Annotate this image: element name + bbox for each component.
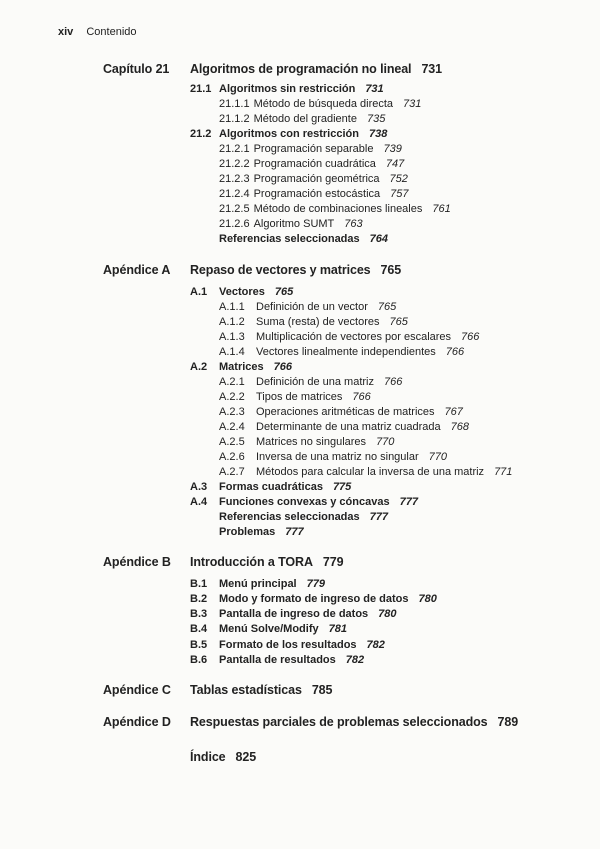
entry-page: 731 [365,83,384,95]
toc-entry[interactable] [190,465,573,480]
chapter-title [190,681,332,699]
entry-title: Multiplicación de vectores por escalares [256,330,452,343]
entry-title: Matrices no singulares [256,435,367,448]
toc-entry[interactable] [190,510,573,525]
entry-title: Referencias seleccionadas [219,511,360,524]
entry-number: B.3 [190,608,208,621]
chapter-page: 731 [421,62,442,76]
chapter-label: Apéndice B [103,555,171,570]
toc-entry[interactable] [190,315,573,330]
entry-number: A.2.4 [219,420,245,433]
chapter-title [190,60,442,78]
entry-page: 766 [352,390,371,403]
entry-number: A.2 [190,360,208,373]
entry-page: 757 [390,188,409,201]
table-of-contents [103,60,573,766]
entry-number: 21.2 [190,128,212,141]
entry-title: Operaciones aritméticas de matrices [256,405,435,418]
running-header [58,26,137,38]
entry-title: Vectores linealmente independientes [256,345,436,358]
entry-page: 764 [369,233,388,246]
entry-number: 21.2.5 [219,203,250,216]
toc-entry[interactable] [190,285,573,300]
entry-number: 21.1.1 [219,98,250,111]
entry-page: 765 [274,285,294,298]
toc-entry[interactable] [190,97,573,112]
toc-entry[interactable] [190,607,573,622]
toc-chapter [103,748,573,766]
toc-entry[interactable] [190,112,573,127]
entry-page: 781 [328,623,347,636]
entry-page: 777 [369,511,388,524]
running-title: Contenido [86,26,137,38]
entry-number: A.2.6 [219,451,245,464]
entry-title: Algoritmos con restricción [219,128,359,141]
entry-title: Formato de los resultados [219,638,357,651]
chapter-title-text: Respuestas parciales de problemas seleccionados [190,714,488,729]
chapter-page: 779 [322,555,344,570]
entry-number: 21.2.6 [219,218,250,231]
toc-entry[interactable] [190,330,573,345]
entry-title: Funciones convexas y cóncavas [219,496,390,509]
entry-number: 21.1 [190,83,212,95]
entry-title: Programación cuadrática [253,158,376,171]
entry-number: B.2 [190,593,208,606]
entry-page: 765 [389,315,408,328]
entry-title: Algoritmo SUMT [253,218,335,231]
entry-title: Menú Solve/Modify [219,623,319,636]
chapter-title [190,553,343,571]
toc-entry[interactable] [190,525,573,540]
entry-title: Métodos para calcular la inversa de una matriz [256,466,485,479]
chapter-page: 765 [380,262,402,277]
toc-chapter [103,681,573,699]
entry-number: A.4 [190,496,208,509]
entry-number: 21.2.3 [219,173,250,186]
entry-title: Formas cuadráticas [219,481,323,494]
chapter-title [190,748,256,766]
chapter-title-text: Introducción a TORA [190,555,313,570]
entry-number: B.6 [190,653,208,666]
entry-number: 21.1.2 [219,113,250,126]
toc-entry[interactable] [190,345,573,360]
chapter-heading[interactable] [103,713,573,731]
entry-page: 780 [418,593,437,606]
entry-title: Determinante de una matriz cuadrada [256,420,441,433]
toc-entry[interactable] [190,480,573,495]
toc-entry[interactable] [190,157,573,172]
toc-entry[interactable] [190,405,573,420]
entry-page: 770 [428,451,448,464]
entry-page: 752 [389,173,408,186]
toc-entry[interactable] [190,450,573,465]
entry-page: 768 [450,420,470,433]
entry-list [190,577,573,667]
entry-title: Programación geométrica [253,173,380,186]
entry-number: A.2.7 [219,466,245,479]
entry-page: 779 [306,578,325,591]
chapter-page: 825 [235,749,257,764]
entry-title: Programación separable [253,143,374,156]
chapter-heading[interactable] [103,261,573,279]
chapter-title-text: Algoritmos de programación no lineal [190,62,412,76]
toc-entry[interactable] [190,232,573,247]
entry-number: A.3 [190,481,208,494]
toc-entry[interactable] [190,127,573,142]
entry-page: 777 [285,526,304,539]
chapter-label: Apéndice D [103,714,171,729]
entry-number: A.1.2 [219,315,245,328]
toc-entry[interactable] [190,360,573,375]
toc-entry[interactable] [190,577,573,592]
toc-entry[interactable] [190,622,573,637]
chapter-heading[interactable] [103,681,573,699]
chapter-page: 789 [497,714,519,729]
entry-title: Suma (resta) de vectores [256,315,380,328]
entry-page: 738 [368,128,388,141]
chapter-heading[interactable] [103,553,573,571]
entry-title: Menú principal [219,578,297,591]
chapter-heading[interactable] [103,60,573,78]
page-number: xiv [58,26,74,38]
entry-title: Modo y formato de ingreso de datos [219,593,409,606]
toc-entry[interactable] [190,592,573,607]
toc-entry[interactable] [190,435,573,450]
entry-title: Definición de una matriz [256,375,375,388]
toc-entry[interactable] [190,638,573,653]
entry-title: Problemas [219,526,276,539]
toc-entry[interactable] [190,420,573,435]
entry-title: Programación estocástica [253,188,381,201]
entry-title: Método de búsqueda directa [253,98,394,111]
toc-entry[interactable] [190,653,573,668]
entry-page: 766 [273,360,292,373]
entry-page: 780 [378,608,397,621]
chapter-page: 785 [311,682,333,697]
chapter-title [190,261,401,279]
toc-entry[interactable] [190,300,573,315]
entry-page: 765 [377,300,397,313]
toc-entry[interactable] [190,202,573,217]
entry-title: Inversa de una matriz no singular [256,451,419,464]
entry-number: B.4 [190,623,208,636]
entry-page: 766 [445,345,465,358]
entry-page: 775 [332,481,352,494]
entry-number: A.2.2 [219,390,245,403]
entry-page: 747 [385,158,405,171]
entry-title: Definición de un vector [256,300,368,313]
toc-entry[interactable] [190,390,573,405]
entry-page: 766 [384,375,403,388]
toc-entry[interactable] [190,142,573,157]
entry-page: 761 [432,203,451,216]
entry-page: 766 [461,330,480,343]
toc-chapter [103,713,573,731]
entry-title: Algoritmos sin restricción [219,83,356,95]
entry-title: Método del gradiente [253,113,357,126]
entry-number: B.5 [190,638,208,651]
entry-title: Vectores [219,285,265,298]
toc-entry[interactable] [190,82,573,97]
entry-list [190,82,573,248]
toc-entry[interactable] [190,217,573,232]
entry-number: A.1.3 [219,330,245,343]
chapter-title-text: Índice [190,749,226,764]
entry-title: Método de combinaciones lineales [253,203,423,216]
entry-number: 21.2.4 [219,188,250,201]
entry-title: Pantalla de resultados [219,653,336,666]
entry-number: A.1 [190,285,208,298]
entry-list [190,285,573,541]
entry-page: 782 [366,638,385,651]
toc-entry[interactable] [190,495,573,510]
entry-number: B.1 [190,578,208,591]
entry-number: A.1.4 [219,345,245,358]
entry-title: Matrices [219,360,264,373]
toc-chapter [103,60,573,248]
toc-chapter [103,553,573,667]
entry-page: 763 [344,218,363,231]
toc-entry[interactable] [190,375,573,390]
entry-page: 767 [444,405,463,418]
entry-number: A.2.1 [219,375,245,388]
entry-title: Pantalla de ingreso de datos [219,608,369,621]
entry-number: 21.2.2 [219,158,250,171]
entry-page: 731 [403,98,422,111]
entry-number: A.2.5 [219,435,245,448]
chapter-label: Apéndice C [103,682,171,697]
entry-title: Tipos de matrices [256,390,343,403]
entry-page: 782 [345,653,365,666]
toc-chapter [103,261,573,541]
chapter-label: Apéndice A [103,262,171,277]
entry-page: 735 [366,113,386,126]
toc-entry[interactable] [190,187,573,202]
entry-page: 770 [376,435,395,448]
chapter-heading[interactable] [103,748,573,766]
entry-title: Referencias seleccionadas [219,233,360,246]
toc-entry[interactable] [190,172,573,187]
entry-page: 777 [399,496,418,509]
entry-page: 771 [494,466,513,479]
chapter-title-text: Tablas estadísticas [190,682,302,697]
chapter-title-text: Repaso de vectores y matrices [190,262,371,277]
entry-page: 739 [383,143,402,156]
chapter-label: Capítulo 21 [103,62,170,76]
chapter-title [190,713,518,731]
entry-number: A.2.3 [219,405,245,418]
entry-number: 21.2.1 [219,143,250,156]
entry-number: A.1.1 [219,300,245,313]
